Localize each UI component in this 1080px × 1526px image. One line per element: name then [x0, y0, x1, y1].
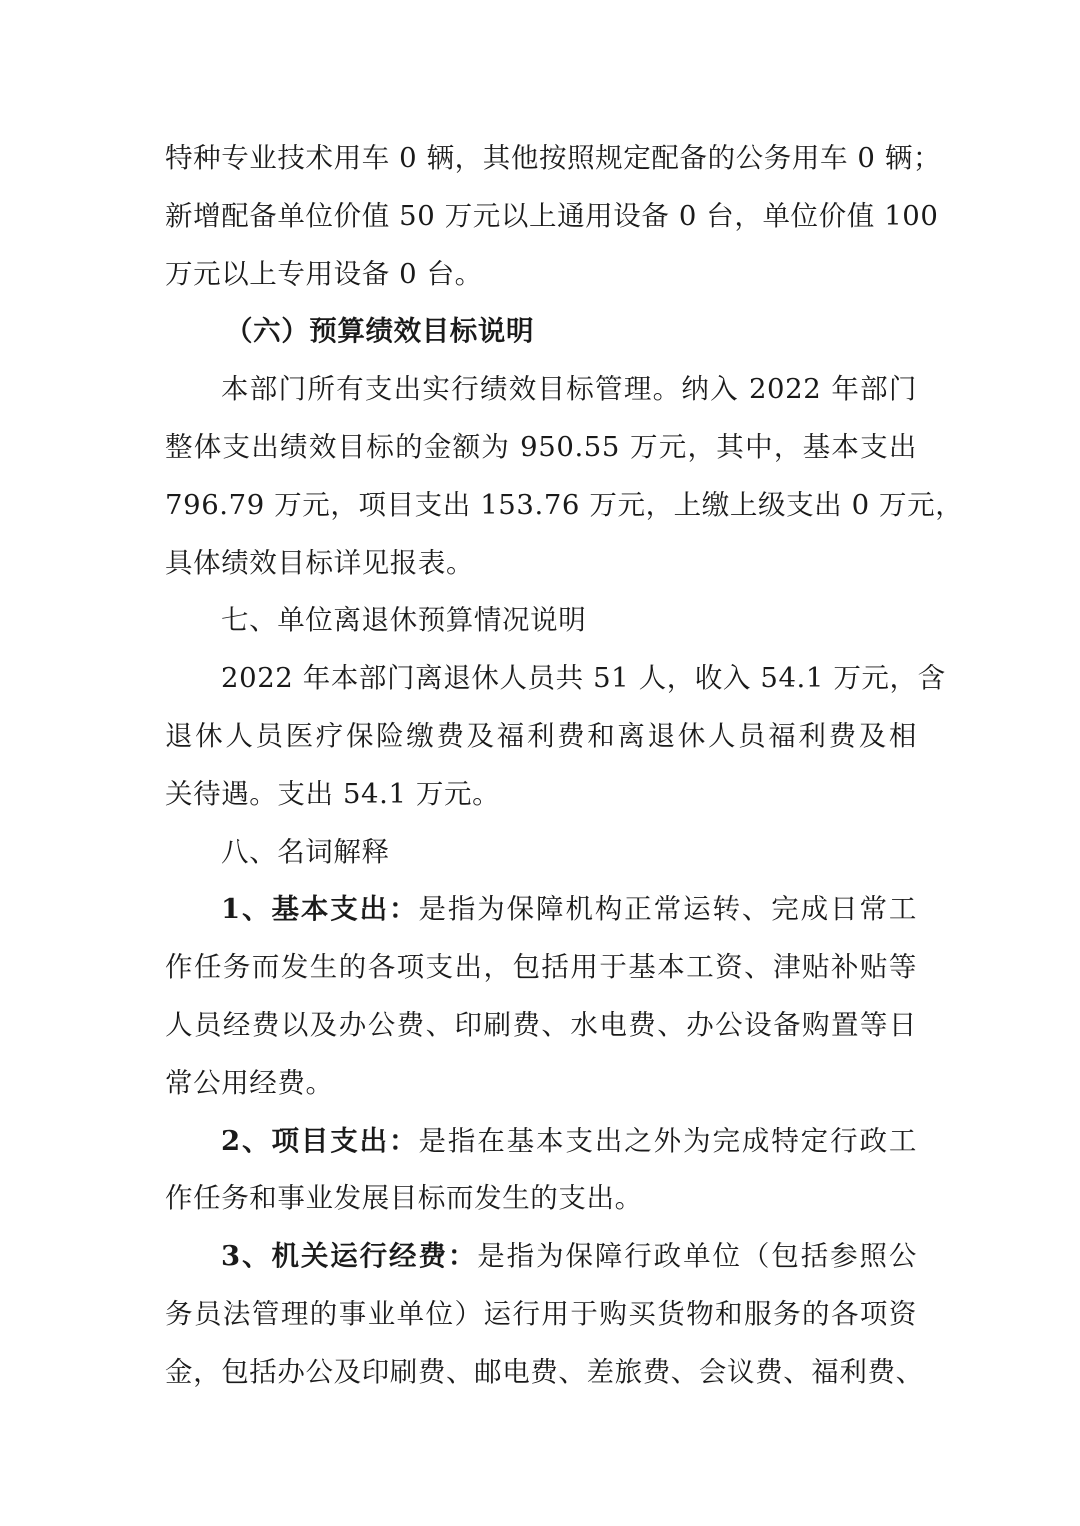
term-label: 1、基本支出： [221, 893, 419, 926]
term-label: 3、机关运行经费： [221, 1240, 478, 1273]
term-line-basic-expenditure [165, 881, 917, 939]
paragraph-line: 2022 年本部门离退休人员共 51 人，收入 54.1 万元，含 [221, 662, 946, 695]
paragraph-line: 796.79 万元，项目支出 153.76 万元，上缴上级支出 0 万元， [165, 488, 964, 521]
document-page [165, 130, 964, 1402]
paragraph-line: 特种专业技术用车 0 辆，其他按照规定配备的公务用车 0 辆； [165, 142, 942, 174]
paragraph-line: 整体支出绩效目标的金额为 950.55 万元，其中，基本支出 [165, 430, 917, 463]
term-label: 2、项目支出： [221, 1124, 419, 1157]
paragraph-line: 本部门所有支出实行绩效目标管理。纳入 2022 年部门 [221, 373, 917, 406]
term-text: 是指为保障机构正常运转、完成日常工 [418, 893, 917, 926]
paragraph-line: 常公用经费。 [165, 1066, 334, 1099]
term-line-project-expenditure [165, 1113, 917, 1171]
term-line-operating-funds [165, 1228, 917, 1286]
paragraph-line: 金，包括办公及印刷费、邮电费、差旅费、会议费、福利费、 [165, 1355, 924, 1388]
paragraph-line: 作任务而发生的各项支出，包括用于基本工资、津贴补贴等 [165, 951, 917, 984]
paragraph-line: 作任务和事业发展目标而发生的支出。 [165, 1182, 643, 1215]
term-text: 是指在基本支出之外为完成特定行政工 [418, 1124, 917, 1157]
section-heading-glossary: 八、名词解释 [221, 835, 390, 868]
paragraph-line: 万元以上专用设备 0 台。 [165, 257, 483, 290]
paragraph-line: 退休人员医疗保险缴费及福利费和离退休人员福利费及相 [165, 719, 917, 752]
paragraph-line: 人员经费以及办公费、印刷费、水电费、办公设备购置等日 [165, 1008, 917, 1041]
paragraph-line: 务员法管理的事业单位）运行用于购买货物和服务的各项资 [165, 1297, 917, 1330]
paragraph-line: 关待遇。支出 54.1 万元。 [165, 777, 501, 810]
term-text: 是指为保障行政单位（包括参照公 [477, 1240, 917, 1273]
paragraph-line: 具体绩效目标详见报表。 [165, 546, 475, 579]
paragraph-line: 新增配备单位价值 50 万元以上通用设备 0 台，单位价值 100 [165, 199, 939, 232]
section-heading-performance: （六）预算绩效目标说明 [225, 315, 535, 348]
section-heading-retirement: 七、单位离退休预算情况说明 [221, 604, 587, 637]
